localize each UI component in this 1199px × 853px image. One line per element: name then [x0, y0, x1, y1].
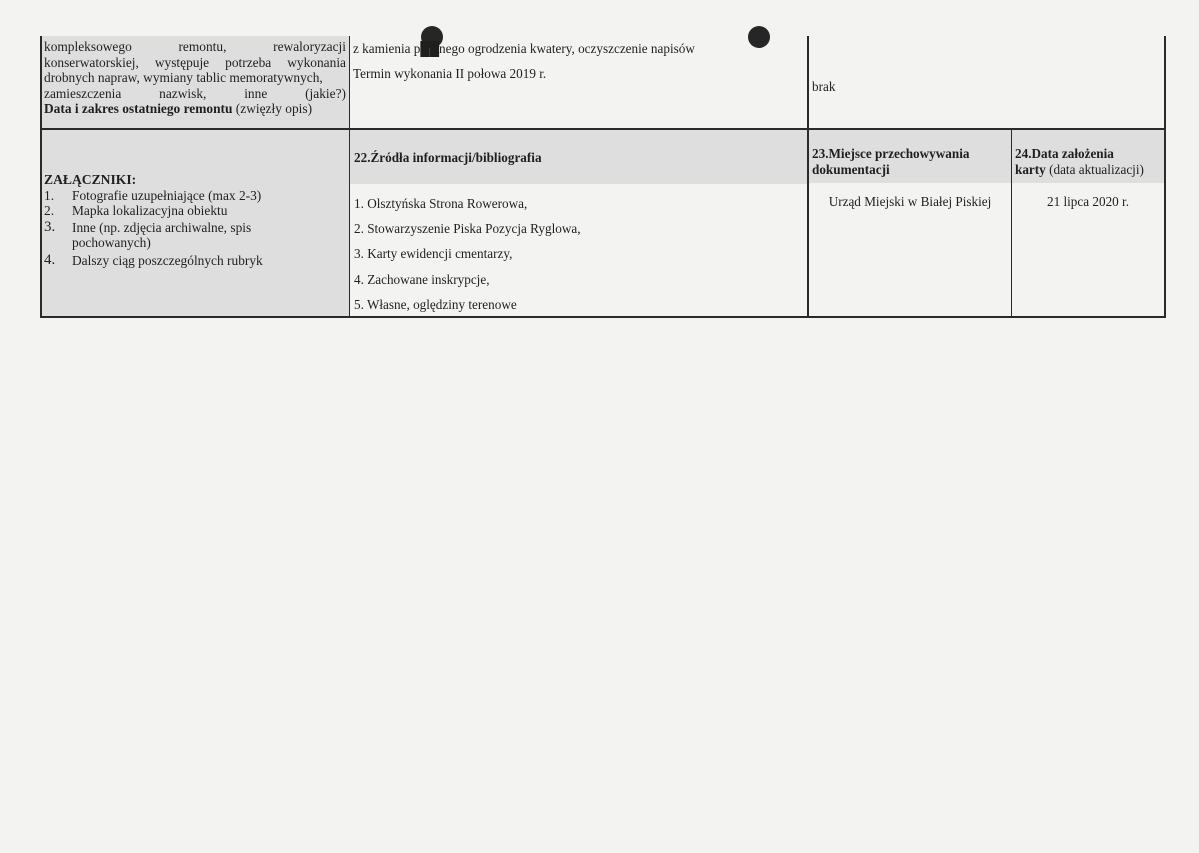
table-column-divider-3	[1011, 129, 1012, 318]
source-item: 2. Stowarzyszenie Piska Pozycja Ryglowa,	[354, 221, 581, 236]
description-word: rewaloryzacji	[273, 39, 346, 54]
description-word: potrzeba	[225, 54, 272, 70]
table-border-bottom	[40, 316, 1166, 318]
table-border-right	[1164, 36, 1166, 318]
source-item: 3. Karty ewidencji cmentarzy,	[354, 246, 513, 261]
sources-header: 22.Źródła informacji/bibliografia	[354, 150, 542, 165]
last-renovation-label	[44, 101, 346, 117]
attachment-text: Dalszy ciąg poszczególnych rubryk	[72, 253, 263, 268]
attachments-title: ZAŁĄCZNIKI:	[44, 172, 137, 187]
attachment-number: 4.	[44, 252, 56, 268]
storage-header	[812, 146, 969, 178]
storage-value: Urząd Miejski w Białej Piskiej	[828, 194, 992, 209]
description-line-4	[44, 86, 346, 102]
renovation-description	[44, 39, 346, 117]
date-header-line-2-bold: karty	[1015, 162, 1046, 177]
date-header	[1015, 146, 1144, 178]
description-word: nazwisk,	[159, 85, 207, 101]
storage-header-line-1: 23.Miejsce przechowywania	[812, 146, 970, 161]
attachment-text: Mapka lokalizacyjna obiektu	[72, 203, 228, 218]
date-value: 21 lipca 2020 r.	[1046, 194, 1130, 209]
table-row-divider	[40, 128, 1166, 130]
description-word: (jakie?)	[305, 85, 346, 101]
renovation-deadline-text: Termin wykonania II połowa 2019 r.	[353, 66, 547, 81]
date-header-line-2-rest: (data aktualizacji)	[1045, 162, 1144, 177]
date-header-line-2	[1015, 162, 1144, 178]
source-item: 1. Olsztyńska Strona Rowerowa,	[354, 196, 528, 211]
attachment-number: 3.	[44, 219, 56, 235]
renovation-scope-text: z kamienia p██nego ogrodzenia kwatery, oczyszczenie napisów	[353, 41, 695, 56]
table-column-divider-1	[349, 36, 350, 318]
source-item: 5. Własne, oględziny terenowe	[354, 297, 517, 312]
description-line-1	[44, 39, 346, 55]
attachment-number: 1.	[44, 188, 55, 203]
description-word: występuje	[154, 54, 210, 70]
date-header-line-1: 24.Data założenia	[1015, 146, 1114, 161]
description-word: remontu,	[178, 39, 227, 54]
description-line-3	[44, 70, 346, 86]
description-word: wykonania	[287, 54, 346, 70]
attachment-text: Fotografie uzupełniające (max 2-3)	[72, 188, 262, 203]
attachments-block	[44, 172, 344, 268]
description-word: kompleksowego	[44, 39, 132, 54]
attachment-item	[44, 253, 344, 268]
description-word: inne	[244, 85, 268, 101]
binder-hole-right	[748, 26, 770, 48]
attachment-text: Inne (np. zdjęcia archiwalne, spis	[72, 220, 252, 235]
attachment-number: 2.	[44, 203, 55, 218]
table-column-divider-2	[807, 36, 809, 318]
source-item: 4. Zachowane inskrypcje,	[354, 272, 490, 287]
attachment-item	[44, 203, 344, 218]
table-border-left	[40, 36, 42, 318]
last-renovation-value: brak	[812, 79, 836, 94]
description-line-2	[44, 55, 346, 71]
description-word: konserwatorskiej,	[44, 54, 139, 70]
storage-header-line-2: dokumentacji	[812, 162, 890, 177]
description-word: zamieszczenia	[44, 85, 122, 101]
last-renovation-label-rest: (zwięzły opis)	[232, 101, 313, 116]
last-renovation-label-bold: Data i zakres ostatniego remontu	[44, 101, 233, 116]
attachment-item-continuation	[44, 235, 344, 250]
attachment-item	[44, 220, 344, 235]
description-word: drobnych napraw, wymiany tablic memoratywnych,	[44, 70, 323, 85]
attachments-list	[44, 188, 344, 268]
attachment-item	[44, 188, 344, 203]
attachment-text: pochowanych)	[72, 235, 151, 250]
attachment-number	[44, 235, 72, 250]
